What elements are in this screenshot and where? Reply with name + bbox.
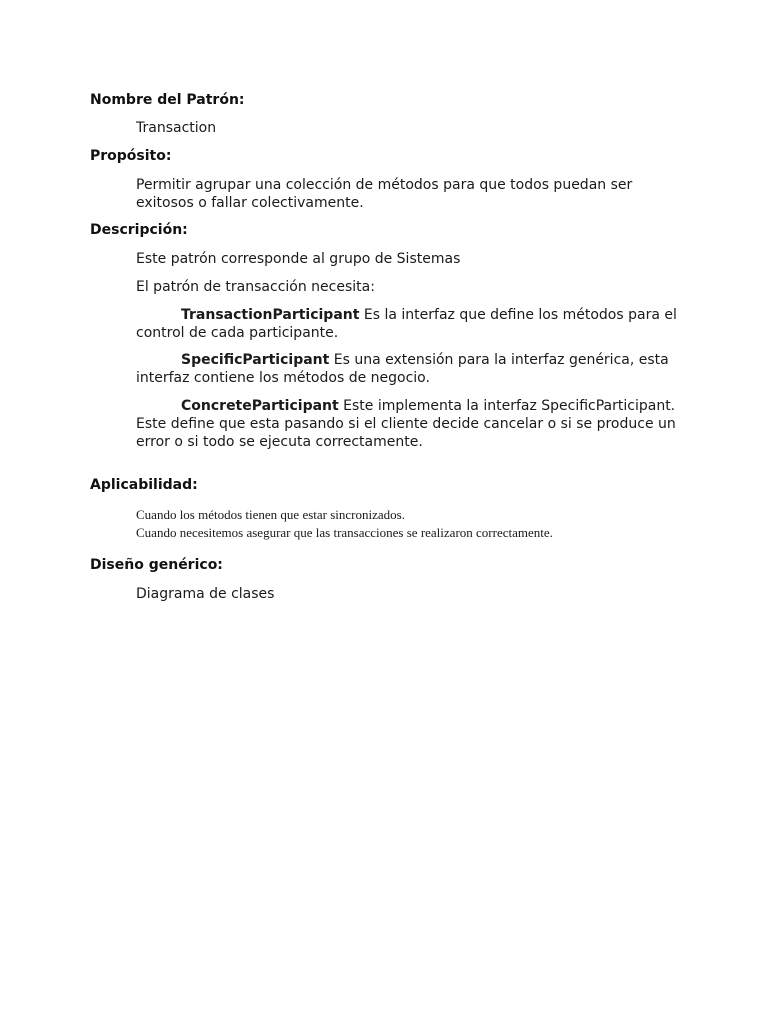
participant-concrete-line-3: error o si todo se ejecuta correctamente.: [136, 434, 423, 450]
participant-transaction-line-2: control de cada participante.: [136, 325, 339, 341]
participant-term: SpecificParticipant: [181, 352, 330, 368]
proposito-line-1: Permitir agrupar una colección de métodos para que todos puedan ser: [136, 177, 633, 193]
descripcion-p2: El patrón de transacción necesita:: [136, 279, 375, 295]
proposito-line-2: exitosos o fallar colectivamente.: [136, 195, 364, 211]
participant-concrete-line-2: Este define que esta pasando si el cliente decide cancelar o si se produce un: [136, 416, 676, 432]
participant-concrete-line-1: [136, 397, 696, 415]
participant-specific: [136, 351, 696, 387]
participant-term: TransactionParticipant: [181, 307, 360, 323]
pattern-name: Transaction: [136, 120, 217, 136]
participant-desc: Es una extensión para la interfaz genérica, esta: [329, 352, 669, 368]
heading-aplicabilidad: Aplicabilidad:: [90, 477, 198, 493]
participant-transaction: [136, 306, 696, 342]
participant-transaction-line-1: [136, 306, 696, 324]
heading-diseno: Diseño genérico:: [90, 557, 223, 573]
participant-term: ConcreteParticipant: [181, 398, 339, 414]
proposito-text: [136, 176, 696, 212]
participant-specific-line-1: [136, 351, 696, 369]
participant-specific-line-2: interfaz contiene los métodos de negocio.: [136, 370, 430, 386]
aplicabilidad-text: [136, 506, 696, 542]
diseno-value: Diagrama de clases: [136, 586, 275, 602]
aplicabilidad-line-1: Cuando los métodos tienen que estar sincronizados.: [136, 507, 405, 522]
heading-descripcion: Descripción:: [90, 222, 188, 238]
participant-desc: Es la interfaz que define los métodos para el: [359, 307, 677, 323]
participant-concrete: [136, 397, 696, 451]
descripcion-p1: Este patrón corresponde al grupo de Sistemas: [136, 251, 461, 267]
aplicabilidad-line-2: Cuando necesitemos asegurar que las transacciones se realizaron correctamente.: [136, 525, 553, 540]
participant-desc: Este implementa la interfaz SpecificParticipant.: [338, 398, 676, 414]
heading-proposito: Propósito:: [90, 148, 172, 164]
heading-nombre: Nombre del Patrón:: [90, 92, 245, 108]
